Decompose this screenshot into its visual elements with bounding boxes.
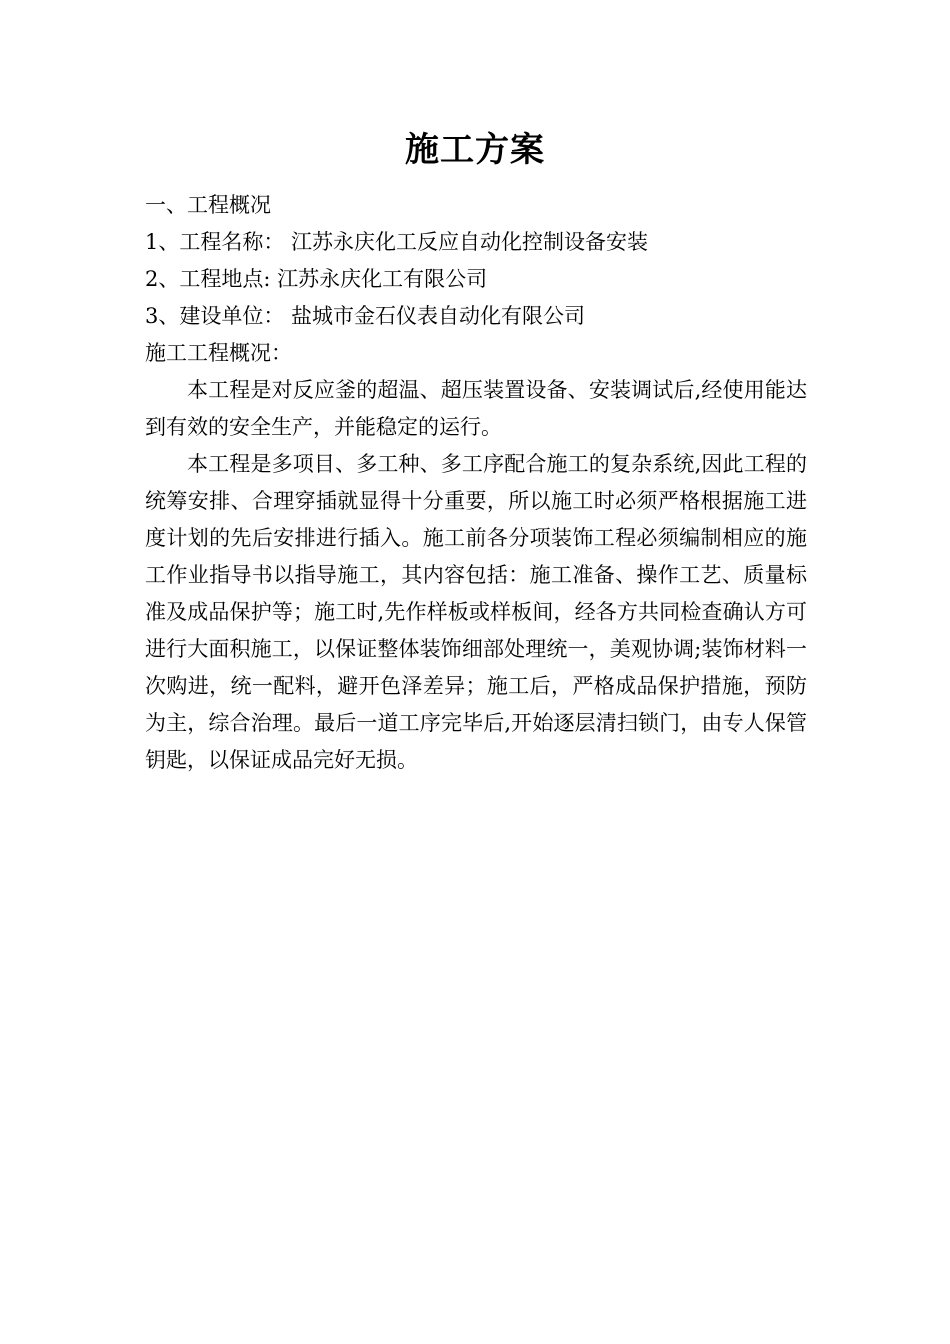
project-name-line: 1、工程名称： 江苏永庆化工反应自动化控制设备安装 [145,230,649,254]
section-heading: 一、工程概况 [145,193,271,217]
overview-paragraph-2: 本工程是多项目、多工种、多工序配合施工的复杂系统,因此工程的统筹安排、合理穿插就显得十分重要，所以施工时必须严格根据施工进度计划的先后安排进行插入。施工前各分项装饰工程必须编制相应的施工作业指导书以指导施工，其内容包括：施工准备、操作工艺、质量标准及成品保护等；施工时,先作样板或样板间，经各方共同检查确认方可进行大面积施工，以保证整体装饰细部处理统一，美观协调;装饰材料一次购进，统一配料，避开色泽差异；施工后，严格成品保护措施，预防为主，综合治理。最后一道工序完毕后,开始逐层清扫锁门，由专人保管钥匙，以保证成品完好无损。 [145,452,807,772]
project-location-line: 2、工程地点: 江苏永庆化工有限公司 [145,267,488,291]
contractor-line: 3、建设单位： 盐城市金石仪表自动化有限公司 [145,304,586,328]
document-title: 施工方案 [405,130,545,170]
overview-paragraph-1: 本工程是对反应釜的超温、超压装置设备、安装调试后,经使用能达到有效的安全生产，并能稳定的运行。 [145,378,807,439]
overview-heading: 施工工程概况： [145,341,292,365]
document-body [145,187,807,779]
